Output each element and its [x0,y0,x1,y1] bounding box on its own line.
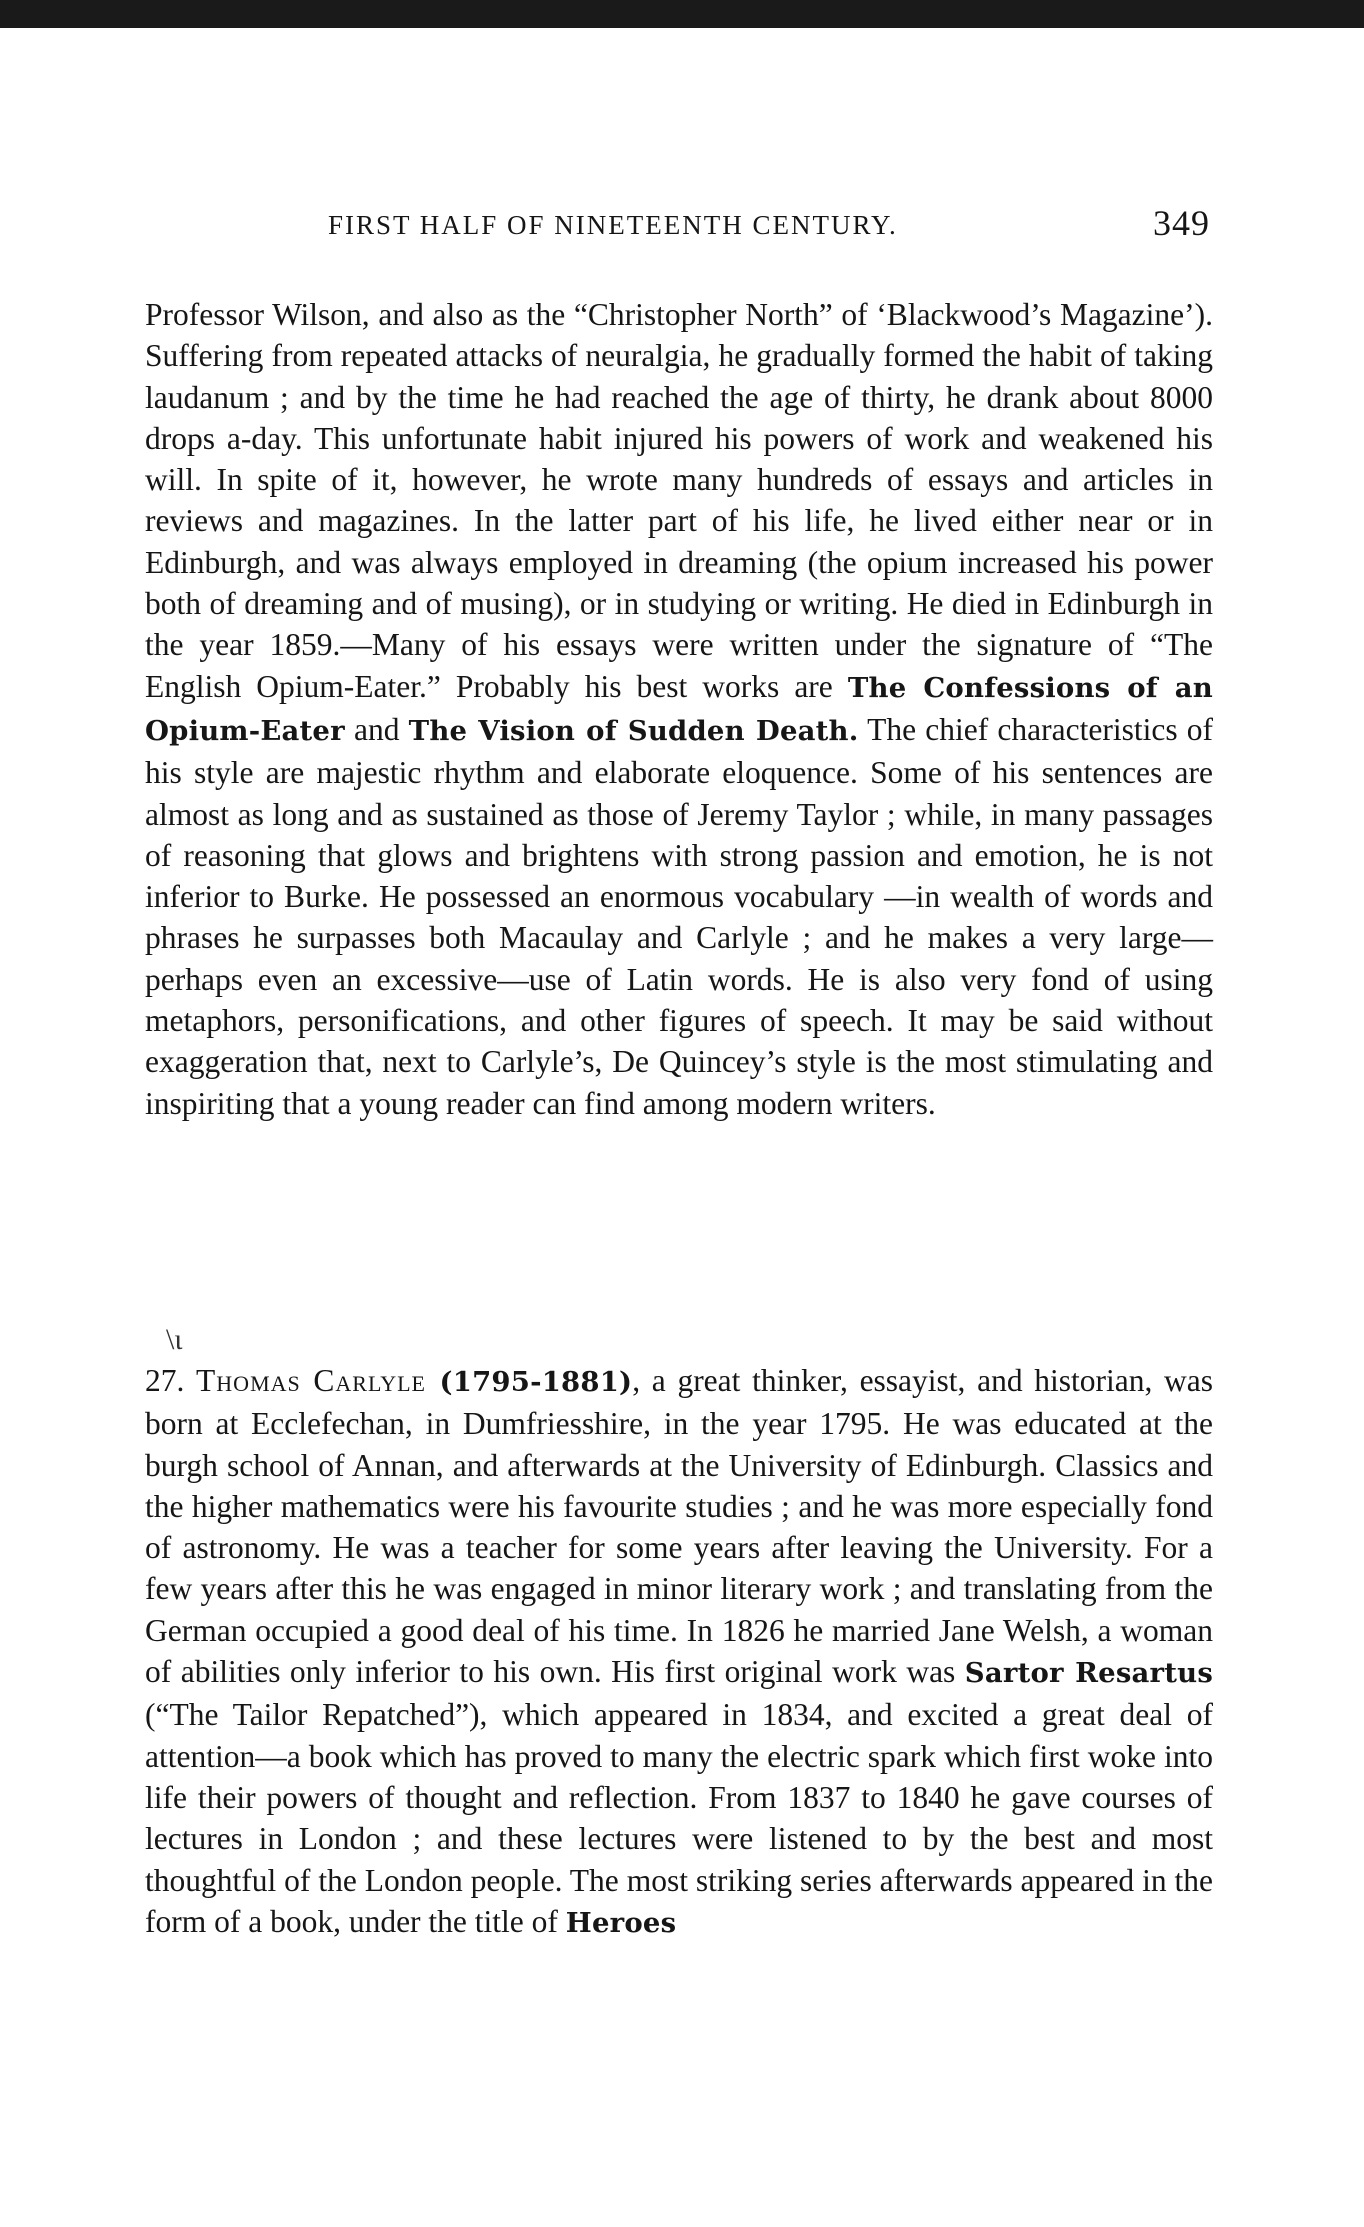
page-number: 349 [1153,203,1210,243]
running-title: FIRST HALF OF NINETEENTH CENTURY. [328,210,898,240]
author-name: Thomas Carlyle [196,1363,426,1398]
work-title-heroes: Heroes [565,1906,677,1939]
text-run: , a great thinker, essayist, and historian, was born at Ecclefechan, in Dumfriesshire, in the year 1795. He was educated at the burgh school of Annan, and afterwards at the University of Edinburgh. Classics and the higher mathematics were his favourite studies ; and he was more especially fond of astronomy. He was a teacher for some years after leaving the University. For a few years after this he was engaged in minor literary work ; and translating from the German occupied a good deal of his time. In 1826 he married Jane Welsh, a woman of abilities only inferior to his own. His first original work was [145,1363,1213,1690]
author-dates: (1795-1881) [425,1366,633,1398]
text-run: The chief characteristics of his style are majestic rhythm and elaborate eloquence. Some of his sentences are almost as long and as sustained as those of Jeremy Taylor ; while, in many passages of reasoning that glows and brightens with strong passion and emotion, he is not inferior to Burke. He possessed an enormous vocabulary —in wealth of words and phrases he surpasses both Macaulay and Carlyle ; and he makes a very large—perhaps even an excessive—use of Latin words. He is also very fond of using metaphors, personifications, and other figures of speech. It may be said without exaggeration that, next to Carlyle’s, De Quincey’s style is the most stimulating and inspiriting that a young reader can find among modern writers. [145,711,1214,1121]
margin-mark: \ɩ [166,1323,183,1356]
work-title-vision: The Vision of Sudden Death. [408,714,859,747]
work-title-confessions: The Confessions of an Opium-Eater [145,671,1213,747]
scan-top-border [0,0,1364,28]
paragraph-carlyle [145,1360,1213,1944]
text-run: (“The Tailor Repatched”), which appeared in 1834, and excited a great deal of attention—a book which has proved to many the electric spark which first woke into life their powers of thought and reflection. From 1837 to 1840 he gave courses of lectures in London ; and these lectures were listened to by the best and most thoughtful of the London people. The most striking series afterwards appeared in the form of a book, under the title of [145,1697,1213,1939]
paragraph-de-quincey [145,294,1213,1124]
text-run: and [344,711,409,747]
section-number: 27. [145,1363,197,1398]
work-title-sartor: Sartor Resartus [964,1657,1213,1690]
running-header [150,200,1210,260]
text-run: Professor Wilson, and also as the “Christopher North” of ‘Blackwood’s Magazine’). Suffering from repeated attacks of neuralgia, he gradually formed the habit of taking laudanum ; and by the time he had reached the age of thirty, he drank about 8000 drops a-day. This unfortunate habit injured his powers of work and weakened his will. In spite of it, however, he wrote many hundreds of essays and articles in reviews and magazines. In the latter part of his life, he lived either near or in Edinburgh, and was always employed in dreaming (the opium increased his power both of dreaming and of musing), or in studying or writing. He died in Edinburgh in the year 1859.—Many of his essays were written under the signature of “The English Opium-Eater.” Probably his best works are [145,297,1213,704]
